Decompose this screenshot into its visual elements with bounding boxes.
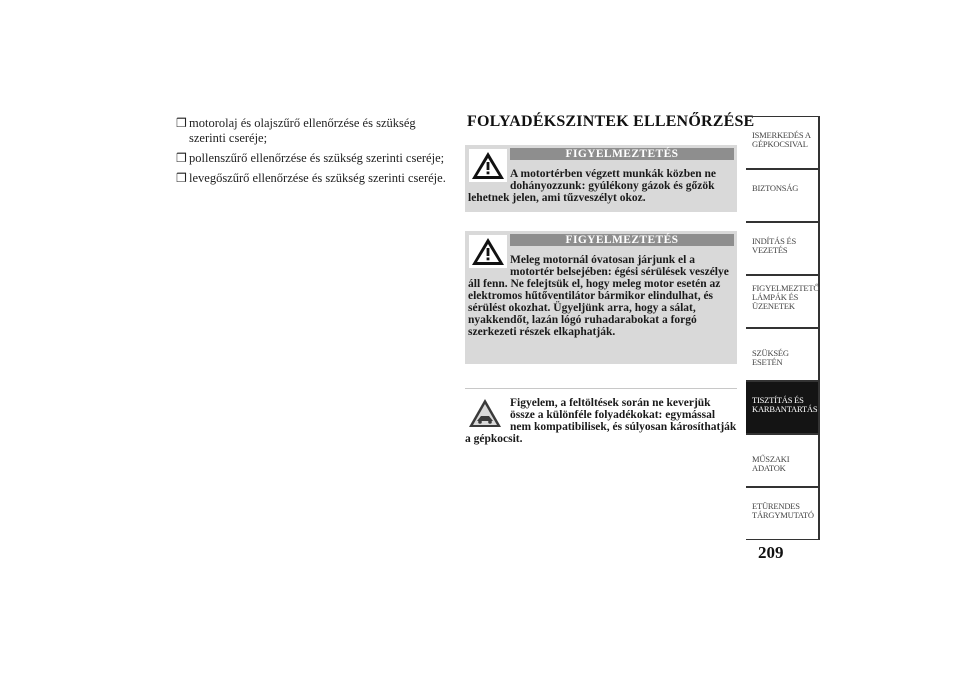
warning-heading: FIGYELMEZTETÉS — [510, 148, 734, 160]
chapter-tabs — [746, 116, 820, 543]
car-damage-triangle-icon — [467, 397, 503, 429]
tab-ismerkedes[interactable]: ISMERKEDÉS A GÉPKOCSIVAL — [746, 116, 820, 169]
tab-szukseg[interactable]: SZÜKSÉG ESETÉN — [746, 328, 820, 381]
tab-tisztitas[interactable]: TISZTÍTÁS ÉS KARBANTARTÁS — [746, 381, 820, 434]
warning-heading: FIGYELMEZTETÉS — [510, 234, 734, 246]
warning-box — [465, 145, 737, 212]
section-title: FOLYADÉKSZINTEK ELLENŐRZÉSE — [467, 113, 755, 130]
warning-box — [465, 231, 737, 364]
list-item — [176, 151, 451, 166]
list-item-text: pollenszűrő ellenőrzése és szükség szerinti cseréje; — [189, 151, 445, 165]
page-number: 209 — [758, 543, 784, 562]
list-item — [176, 116, 451, 146]
checkbox-bullet-icon: ❒ — [176, 116, 187, 130]
divider — [465, 388, 737, 389]
tab-targymutato[interactable]: ETÜRENDES TÁRGYMUTATÓ — [746, 487, 820, 540]
tab-inditas[interactable]: INDÍTÁS ÉS VEZETÉS — [746, 222, 820, 275]
list-item-text: levegőszűrő ellenőrzése és szükség szerinti cseréje. — [189, 171, 446, 185]
checkbox-bullet-icon: ❒ — [176, 151, 187, 165]
caution-note — [465, 397, 737, 445]
maintenance-checklist — [176, 116, 451, 191]
tab-figyelmezteto[interactable]: FIGYELMEZTETŐ LÁMPÁK ÉS ÜZENETEK — [746, 275, 820, 328]
checkbox-bullet-icon: ❒ — [176, 171, 187, 185]
tab-muszaki[interactable]: MŰSZAKI ADATOK — [746, 434, 820, 487]
warning-text: A motortérben végzett munkák közben ne dohányozzunk: gyúlékony gázok és gőzök lehetnek jelen, ami tűzveszélyt okoz. — [468, 168, 717, 204]
list-item-text: motorolaj és olajszűrő ellenőrzése és szükség szerinti cseréje; — [189, 116, 416, 145]
caution-text: Figyelem, a feltöltések során ne keverjük össze a különféle folyadékokat: egymással nem kompatibilisek, és súlyosan károsíthatják a gépkocsit. — [465, 397, 737, 445]
list-item — [176, 171, 451, 186]
tab-biztonsag[interactable]: BIZTONSÁG — [746, 169, 820, 222]
warning-text: Meleg motornál óvatosan járjunk el a motortér belsejében: égési sérülések veszélye áll fenn. Ne felejtsük el, hogy meleg motor esetén az elektromos hűtőventilátor bármikor elindulhat, és sérülést okozhat. Ügyeljünk arra, hogy a sálat, nyakkendőt, lazán lógó ruhadarabokat a forgó szerkezeti részek elkaphatják. — [468, 254, 729, 338]
